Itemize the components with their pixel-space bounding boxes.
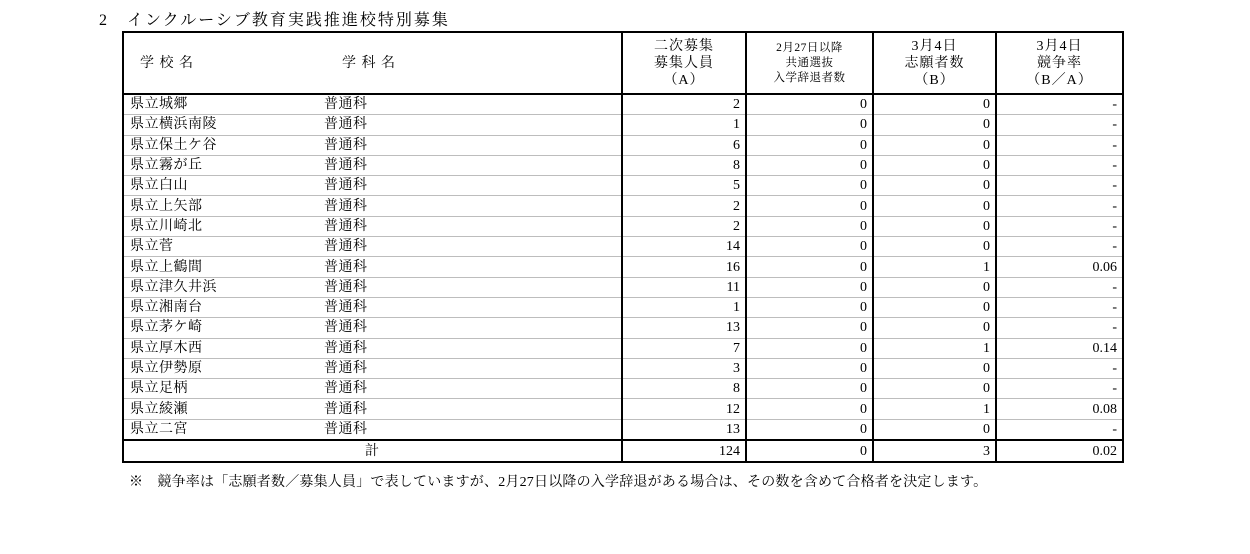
withdraw-count-cell: 0 — [746, 257, 873, 277]
table-row — [123, 277, 1123, 297]
department-name: 普通科 — [324, 117, 368, 133]
recruit-count-cell: 2 — [622, 94, 746, 115]
applicants-count-cell: 1 — [873, 257, 996, 277]
department-name: 普通科 — [324, 198, 368, 214]
applicants-count-cell: 0 — [873, 196, 996, 216]
ratio-cell: - — [996, 297, 1123, 317]
header-row — [123, 32, 1123, 94]
school-name: 県立保土ケ谷 — [130, 137, 217, 153]
header-school-label: 学 校 名 — [140, 55, 194, 71]
school-name: 県立湘南台 — [130, 300, 203, 316]
department-name: 普通科 — [324, 320, 368, 336]
department-name: 普通科 — [324, 218, 368, 234]
applicants-count-cell: 0 — [873, 277, 996, 297]
recruit-count-cell: 8 — [622, 379, 746, 399]
school-dept-cell — [123, 196, 622, 216]
table-row — [123, 419, 1123, 440]
withdraw-count-cell: 0 — [746, 176, 873, 196]
ratio-cell: - — [996, 216, 1123, 236]
applicants-count-cell: 0 — [873, 135, 996, 155]
ratio-cell: 0.14 — [996, 338, 1123, 358]
school-dept-cell — [123, 297, 622, 317]
recruit-count-cell: 1 — [622, 115, 746, 135]
school-dept-cell — [123, 399, 622, 419]
table-row — [123, 358, 1123, 378]
header-recruit-cell — [622, 32, 746, 94]
school-dept-cell — [123, 216, 622, 236]
header-ratio-line2: 競争率 — [1037, 55, 1082, 71]
school-dept-cell — [123, 318, 622, 338]
withdraw-count-cell: 0 — [746, 297, 873, 317]
school-dept-cell — [123, 237, 622, 257]
header-withdraw-line3: 入学辞退者数 — [773, 71, 846, 84]
page-title: 2 インクルーシブ教育実践推進校特別募集 — [99, 12, 450, 29]
department-name: 普通科 — [324, 361, 368, 376]
header-withdraw-line1: 2月27日以降 — [776, 41, 843, 54]
recruit-count-cell: 1 — [622, 297, 746, 317]
header-withdraw-line2: 共通選抜 — [785, 56, 834, 69]
school-dept-cell — [123, 257, 622, 277]
table-row — [123, 257, 1123, 277]
school-name: 県立川崎北 — [130, 218, 203, 234]
ratio-cell: 0.08 — [996, 399, 1123, 419]
header-ratio-line1: 3月4日 — [1036, 38, 1083, 54]
table-header — [123, 32, 1123, 94]
table-row — [123, 216, 1123, 236]
total-applicants-cell: 3 — [873, 440, 996, 462]
withdraw-count-cell: 0 — [746, 379, 873, 399]
school-name: 県立伊勢原 — [130, 361, 203, 376]
recruit-count-cell: 2 — [622, 216, 746, 236]
department-name: 普通科 — [324, 97, 368, 113]
table-row — [123, 318, 1123, 338]
ratio-cell: - — [996, 419, 1123, 440]
table-row — [123, 237, 1123, 257]
applicants-count-cell: 0 — [873, 155, 996, 175]
header-school-dept-cell — [123, 32, 622, 94]
ratio-cell: - — [996, 196, 1123, 216]
applicants-count-cell: 0 — [873, 358, 996, 378]
total-ratio-cell: 0.02 — [996, 440, 1123, 462]
header-recruit-line1: 二次募集 — [654, 38, 714, 54]
recruit-count-cell: 13 — [622, 318, 746, 338]
school-dept-cell — [123, 94, 622, 115]
recruit-count-cell: 3 — [622, 358, 746, 378]
department-name: 普通科 — [324, 239, 368, 255]
school-name: 県立津久井浜 — [130, 279, 217, 295]
school-name: 県立白山 — [130, 178, 188, 194]
recruitment-table — [122, 31, 1124, 463]
recruit-count-cell: 16 — [622, 257, 746, 277]
recruit-count-cell: 2 — [622, 196, 746, 216]
school-name: 県立足柄 — [130, 381, 188, 397]
footnote: ※ 競争率は「志願者数／募集人員」で表していますが、2月27日以降の入学辞退がある場合は、その数を含めて合格者を決定します。 — [129, 475, 988, 490]
withdraw-count-cell: 0 — [746, 318, 873, 338]
withdraw-count-cell: 0 — [746, 277, 873, 297]
withdraw-count-cell: 0 — [746, 216, 873, 236]
applicants-count-cell: 0 — [873, 297, 996, 317]
total-recruit-cell: 124 — [622, 440, 746, 462]
school-name: 県立菅 — [130, 239, 174, 255]
school-name: 県立茅ケ崎 — [130, 320, 203, 336]
applicants-count-cell: 0 — [873, 176, 996, 196]
withdraw-count-cell: 0 — [746, 338, 873, 358]
ratio-cell: - — [996, 379, 1123, 399]
school-dept-cell — [123, 379, 622, 399]
school-dept-cell — [123, 277, 622, 297]
school-name: 県立厚木西 — [130, 340, 203, 356]
ratio-cell: - — [996, 115, 1123, 135]
school-dept-cell — [123, 135, 622, 155]
table-row — [123, 297, 1123, 317]
applicants-count-cell: 1 — [873, 338, 996, 358]
ratio-cell: - — [996, 318, 1123, 338]
ratio-cell: 0.06 — [996, 257, 1123, 277]
applicants-count-cell: 0 — [873, 94, 996, 115]
recruit-count-cell: 8 — [622, 155, 746, 175]
applicants-count-cell: 0 — [873, 115, 996, 135]
withdraw-count-cell: 0 — [746, 419, 873, 440]
withdraw-count-cell: 0 — [746, 155, 873, 175]
recruit-count-cell: 6 — [622, 135, 746, 155]
header-applicants-line1: 3月4日 — [911, 38, 958, 54]
school-dept-cell — [123, 358, 622, 378]
school-name: 県立城郷 — [130, 97, 188, 113]
table-row — [123, 115, 1123, 135]
header-ratio-line3: （B／A） — [1026, 72, 1093, 88]
table-row — [123, 196, 1123, 216]
header-applicants-line3: （B） — [914, 72, 955, 88]
applicants-count-cell: 1 — [873, 399, 996, 419]
withdraw-count-cell: 0 — [746, 135, 873, 155]
school-dept-cell — [123, 176, 622, 196]
applicants-count-cell: 0 — [873, 419, 996, 440]
department-name: 普通科 — [324, 381, 368, 397]
department-name: 普通科 — [324, 279, 368, 295]
header-withdraw-cell — [746, 32, 873, 94]
department-name: 普通科 — [324, 340, 368, 356]
table-row — [123, 338, 1123, 358]
header-recruit-line3: （A） — [663, 72, 705, 88]
header-applicants-cell — [873, 32, 996, 94]
table-row — [123, 399, 1123, 419]
header-ratio-cell — [996, 32, 1123, 94]
withdraw-count-cell: 0 — [746, 358, 873, 378]
ratio-cell: - — [996, 155, 1123, 175]
ratio-cell: - — [996, 176, 1123, 196]
ratio-cell: - — [996, 358, 1123, 378]
applicants-count-cell: 0 — [873, 379, 996, 399]
school-dept-cell — [123, 338, 622, 358]
department-name: 普通科 — [324, 178, 368, 194]
school-dept-cell — [123, 155, 622, 175]
table-row — [123, 135, 1123, 155]
applicants-count-cell: 0 — [873, 318, 996, 338]
school-name: 県立上矢部 — [130, 198, 203, 214]
department-name: 普通科 — [324, 300, 368, 316]
withdraw-count-cell: 0 — [746, 115, 873, 135]
ratio-cell: - — [996, 94, 1123, 115]
table-row — [123, 155, 1123, 175]
ratio-cell: - — [996, 237, 1123, 257]
school-name: 県立綾瀬 — [130, 401, 188, 417]
total-withdraw-cell: 0 — [746, 440, 873, 462]
header-applicants-line2: 志願者数 — [904, 55, 965, 71]
recruit-count-cell: 12 — [622, 399, 746, 419]
table-body — [123, 94, 1123, 440]
withdraw-count-cell: 0 — [746, 399, 873, 419]
ratio-cell: - — [996, 135, 1123, 155]
applicants-count-cell: 0 — [873, 237, 996, 257]
department-name: 普通科 — [324, 259, 368, 275]
applicants-count-cell: 0 — [873, 216, 996, 236]
ratio-cell: - — [996, 277, 1123, 297]
recruit-count-cell: 11 — [622, 277, 746, 297]
department-name: 普通科 — [324, 421, 368, 437]
department-name: 普通科 — [324, 137, 368, 153]
table-row — [123, 379, 1123, 399]
school-name: 県立霧が丘 — [130, 158, 203, 174]
recruit-count-cell: 5 — [622, 176, 746, 196]
table-row — [123, 94, 1123, 115]
table-row — [123, 176, 1123, 196]
department-name: 普通科 — [324, 158, 368, 174]
header-dept-label: 学 科 名 — [342, 55, 396, 71]
school-name: 県立上鶴間 — [130, 259, 203, 275]
total-row-group — [123, 440, 1123, 462]
school-name: 県立横浜南陵 — [130, 117, 217, 133]
recruit-count-cell: 7 — [622, 338, 746, 358]
school-name: 県立二宮 — [130, 421, 188, 437]
department-name: 普通科 — [324, 401, 368, 417]
recruit-count-cell: 13 — [622, 419, 746, 440]
school-dept-cell — [123, 419, 622, 440]
total-row — [123, 440, 1123, 462]
header-recruit-line2: 募集人員 — [654, 55, 714, 71]
recruit-count-cell: 14 — [622, 237, 746, 257]
withdraw-count-cell: 0 — [746, 237, 873, 257]
school-dept-cell — [123, 115, 622, 135]
withdraw-count-cell: 0 — [746, 196, 873, 216]
withdraw-count-cell: 0 — [746, 94, 873, 115]
total-label-cell: 計 — [123, 440, 622, 462]
